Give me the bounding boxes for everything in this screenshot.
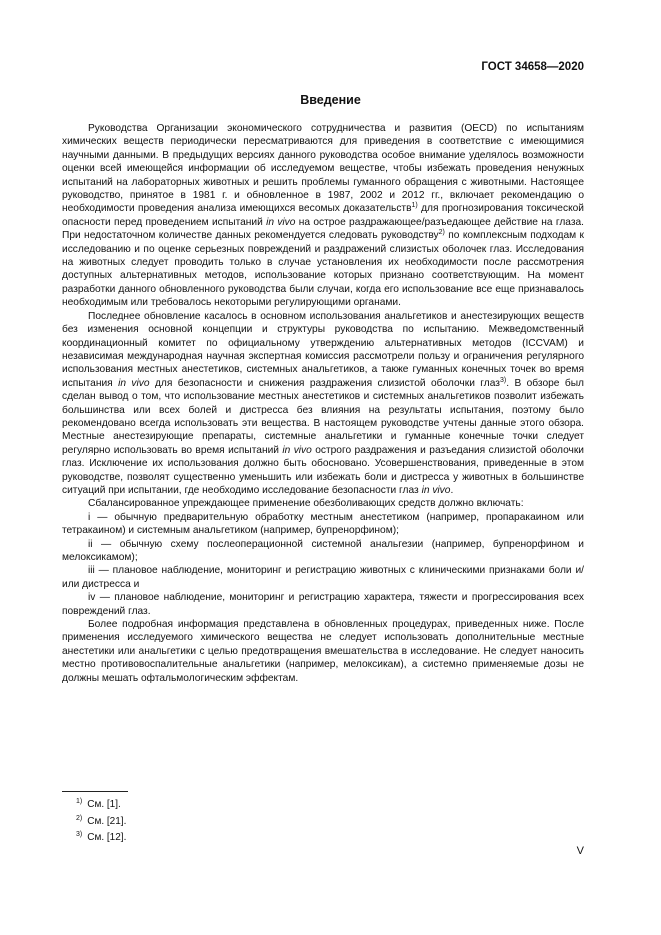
paragraph-1: Руководства Организации экономического сотрудничества и развития (OECD) по испытаниям химических веществ периодически пересматриваются для приведения в соответствие с имеющимися научными данными. В предыдущих версиях данного руководства особое внимание уделялось возможности оценки всей имеющейся информации об исследуемом веществе, чтобы избежать проведения ненужных испытаний на лабораторных животных и решить проблемы гуманного обращения с животными. Настоящее руководство, принятое в 1981 г. и обновленное в 1987, 2002 и 2012 гг., включает рекомендацию о необходимости проведения анализа имеющихся весомых доказательств$^{1)}$ для прогнозирования токсической опасности перед проведением испытаний in vivo на острое раздражающее/разъедающее действие на глаза. При недостаточном количестве данных рекомендуется следовать руководству$^{2)}$ по комплексным подходам к исследованию и по оценке серьезных повреждений и раздражений слизистых оболочек глаз. Исследования на животных следует проводить только в случае установления их необходимости после рассмотрения доступных альтернативных методов, использование которых признано соответствующим. На момент разработки данного обновленного руководства были случаи, когда его использование все еще признавалось необходимым или требовалось некоторыми регулирующими органами. <box>62 123 584 309</box>
footnote-ref-3: 3) <box>499 376 507 384</box>
paragraph-3: Сбалансированное упреждающее применение обезболивающих средств должно включать: <box>88 498 524 510</box>
paragraph-4: Более подробная информация представлена в обновленных процедурах, приведенных ниже. После применения исследуемого химического вещества не следует использовать дополнительные местные анестетики или анальгетики с целью предотвращения вмешательства в исследование. Не следует наносить местно противовоспалительные анальгетики (например, мелоксикам), а системно применяемые дозы не должны мешать офтальмологическим эффектам. <box>62 619 584 684</box>
list-item: iv — плановое наблюдение, мониторинг и регистрацию характера, тяжести и прогрессирования всех повреждений глаз. <box>62 592 584 617</box>
footnote: $^{2)}$ См. [21]. <box>76 814 127 827</box>
list-item: iii — плановое наблюдение, мониторинг и регистрацию животных с клиническими признаками боли и/или дистресса и <box>62 565 584 590</box>
footnote-ref-2: 2) <box>438 229 445 237</box>
standard-id: ГОСТ 34658—2020 <box>481 61 584 73</box>
footnote: $^{3)}$ См. [12]. <box>76 831 127 843</box>
footnotes <box>62 797 126 847</box>
page-number: V <box>576 845 584 857</box>
footnote-divider <box>62 791 128 792</box>
section-title: Введение <box>300 93 361 107</box>
footnote: $^{1)}$ См. [1]. <box>76 798 121 810</box>
paragraph-2: Последнее обновление касалось в основном использования анальгетиков и анестезирующих веществ без изменения основной концепции и структуры руководства по испытанию. Межведомственный координационный комитет по официальному утверждению альтернативных методов (ICCVAM) и независимая международная научная экспертная комиссия рассмотрели пользу и ограничения регулярного использования местных анестетиков, системных анальгетиков, а также гуманных конечных точек во время испытания in vivo для безопасности и снижения раздражения слизистой оболочки глаз$^{3)}$. В обзоре был сделан вывод о том, что использование местных анестетиков и системных анальгетиков позволит избежать большинства или всех болей и дистресса без влияния на результаты испытания, поэтому было рекомендовано всегда использовать эти вещества. В настоящем руководстве учтены данные этого обзора. Местные анестезирующие препараты, системные анальгетики и гуманные конечные точки следует регулярно использовать во время испытаний in vivo острого раздражения и разъедания слизистой оболочки глаз. Исключение их использования должно быть обосновано. Усовершенствования, приведенные в этом руководстве, позволят существенно уменьшить или избежать боли и дистресса у животных в большинстве ситуаций при испытании, где необходимо исследование безопасности глаз in vivo. <box>62 310 584 496</box>
list-item: i — обычную предварительную обработку местным анестетиком (например, пропаракаином или тетракаином) и системным анальгетиком (например, бупренорфином); <box>62 511 584 537</box>
body-text <box>62 122 584 685</box>
footnote-ref-1: 1) <box>411 202 418 210</box>
list-item: ii — обычную схему послеоперационной системной анальгезии (например, бупренорфином и мелоксикамом); <box>62 538 584 563</box>
